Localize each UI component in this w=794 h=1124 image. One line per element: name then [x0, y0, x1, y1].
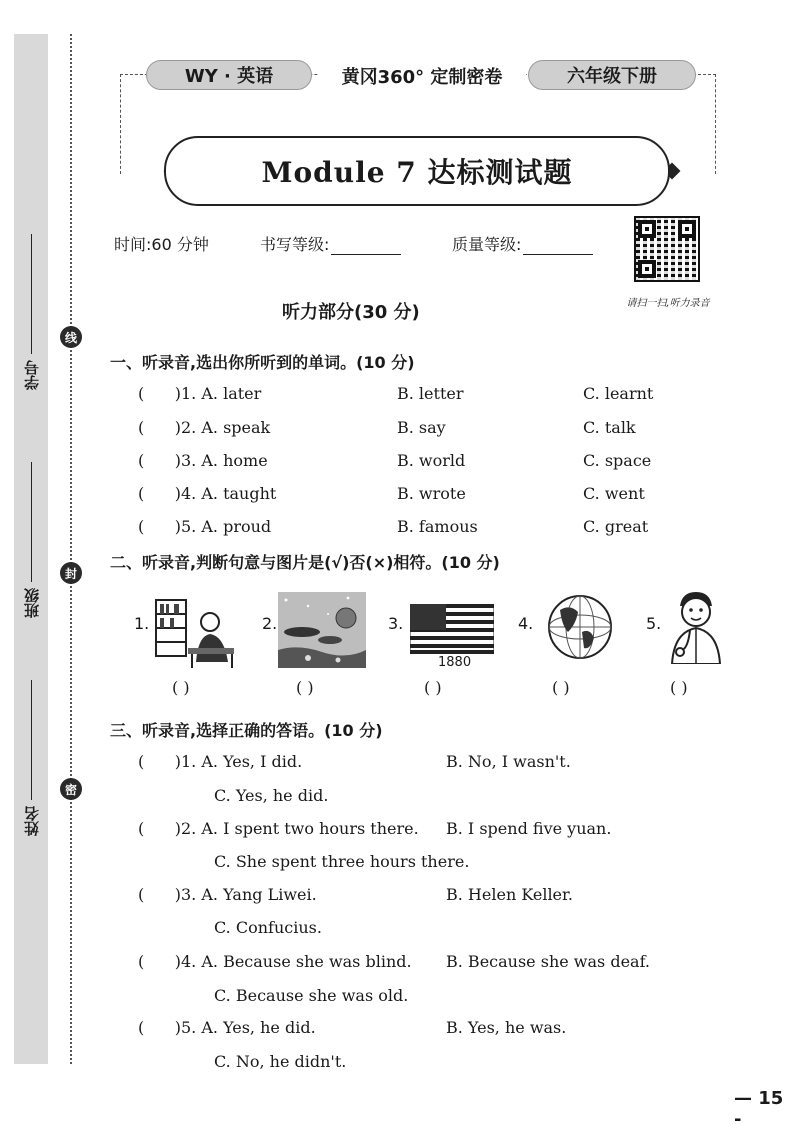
- pic-4-answer[interactable]: ( ): [552, 678, 570, 697]
- writing-grade-label: 书写等级:: [260, 235, 330, 254]
- grade-pill: 六年级下册: [528, 60, 696, 90]
- s1-item-3-a: ( )3. A. home: [138, 451, 268, 470]
- s1-item-2-b: B. say: [397, 418, 446, 437]
- s1-item-3-c: C. space: [583, 451, 652, 470]
- s3-item-3-b: B. Helen Keller.: [446, 885, 573, 904]
- listening-part-title: 听力部分(30 分): [282, 302, 420, 323]
- class-blank[interactable]: [31, 462, 32, 582]
- section3-heading: 三、听录音,选择正确的答语。(10 分): [110, 721, 383, 740]
- s1-item-3: [138, 451, 268, 470]
- time-info: [114, 232, 209, 255]
- series-name: 黄冈360° 定制密卷: [318, 62, 526, 90]
- s1-item-5: [138, 517, 271, 536]
- s1-item-5-a: ( )5. A. proud: [138, 517, 272, 536]
- quality-grade-blank[interactable]: [523, 237, 593, 255]
- cut-line: [70, 34, 72, 1064]
- page-number: — 15 -: [734, 1088, 784, 1124]
- quality-grade: [452, 232, 593, 255]
- space-picture: [278, 592, 366, 668]
- library-picture: [152, 592, 238, 670]
- title-box: [164, 136, 670, 206]
- seal-xian: 线: [60, 326, 82, 348]
- globe-picture: [546, 592, 614, 662]
- s1-item-3-b: B. world: [397, 451, 466, 470]
- writing-grade-blank[interactable]: [331, 237, 401, 255]
- doctor-picture: [662, 588, 726, 664]
- pic-3-number: 3.: [388, 614, 404, 633]
- s1-item-2-a: ( )2. A. speak: [138, 418, 271, 437]
- s3-item-2-c: C. She spent three hours there.: [214, 852, 470, 871]
- seal-mi: 密: [60, 778, 82, 800]
- seal-feng: 封: [60, 562, 82, 584]
- flag-year-caption: 1880: [438, 655, 472, 670]
- s1-item-4-a: ( )4. A. taught: [138, 484, 277, 503]
- writing-grade: [260, 232, 401, 255]
- student-id-label: 学号: [22, 360, 41, 390]
- class-label: 班级: [22, 588, 41, 618]
- s3-item-1-c: C. Yes, he did.: [214, 786, 329, 805]
- s1-item-1-c: C. learnt: [583, 384, 654, 403]
- s1-item-5-b: B. famous: [397, 517, 478, 536]
- s3-item-4-c: C. Because she was old.: [214, 986, 409, 1005]
- qr-caption: 请扫一扫,听力录音: [626, 298, 710, 309]
- pic-5-answer[interactable]: ( ): [670, 678, 688, 697]
- pic-5-number: 5.: [646, 614, 662, 633]
- s3-item-1-b: B. No, I wasn't.: [446, 752, 571, 771]
- section1-heading: 一、听录音,选出你所听到的单词。(10 分): [110, 353, 415, 372]
- s3-item-5-b: B. Yes, he was.: [446, 1018, 567, 1037]
- name-blank[interactable]: [31, 680, 32, 800]
- pic-1-answer[interactable]: ( ): [172, 678, 190, 697]
- s3-item-5-a: ( )5. A. Yes, he did.: [138, 1018, 316, 1037]
- name-label: 姓名: [22, 806, 41, 836]
- s3-item-4-b: B. Because she was deaf.: [446, 952, 651, 971]
- s3-item-4-a: ( )4. A. Because she was blind.: [138, 952, 412, 971]
- class-field[interactable]: [14, 462, 48, 618]
- s1-item-5-c: C. great: [583, 517, 649, 536]
- s1-item-4-c: C. went: [583, 484, 645, 503]
- s3-item-3-a: ( )3. A. Yang Liwei.: [138, 885, 317, 904]
- s1-item-1-b: B. letter: [397, 384, 464, 403]
- name-field[interactable]: [14, 680, 48, 836]
- student-id-blank[interactable]: [31, 234, 32, 354]
- s3-item-2-a: ( )2. A. I spent two hours there.: [138, 819, 419, 838]
- pic-4-number: 4.: [518, 614, 534, 633]
- us-flag-picture: [410, 604, 494, 654]
- section2-heading: 二、听录音,判断句意与图片是(√)否(×)相符。(10 分): [110, 553, 500, 572]
- subject-pill: WY · 英语: [146, 60, 312, 90]
- s1-item-4: [138, 484, 276, 503]
- s1-item-1-a: ( )1. A. later: [138, 384, 262, 403]
- s3-item-1-a: ( )1. A. Yes, I did.: [138, 752, 303, 771]
- s1-item-2: [138, 418, 270, 437]
- pic-3-answer[interactable]: ( ): [424, 678, 442, 697]
- s1-item-4-b: B. wrote: [397, 484, 466, 503]
- s1-item-2-c: C. talk: [583, 418, 636, 437]
- s3-item-2-b: B. I spend five yuan.: [446, 819, 612, 838]
- time-label: 时间:60 分钟: [114, 235, 209, 254]
- pic-2-number: 2.: [262, 614, 278, 633]
- s3-item-3-c: C. Confucius.: [214, 918, 322, 937]
- s3-item-5-c: C. No, he didn't.: [214, 1052, 347, 1071]
- qr-code-icon[interactable]: [634, 216, 700, 282]
- pic-1-number: 1.: [134, 614, 150, 633]
- student-id-field[interactable]: [14, 234, 48, 390]
- pic-2-answer[interactable]: ( ): [296, 678, 314, 697]
- quality-grade-label: 质量等级:: [452, 235, 522, 254]
- s1-item-1: [138, 384, 261, 403]
- page-title: Module 7 达标测试题: [261, 156, 573, 189]
